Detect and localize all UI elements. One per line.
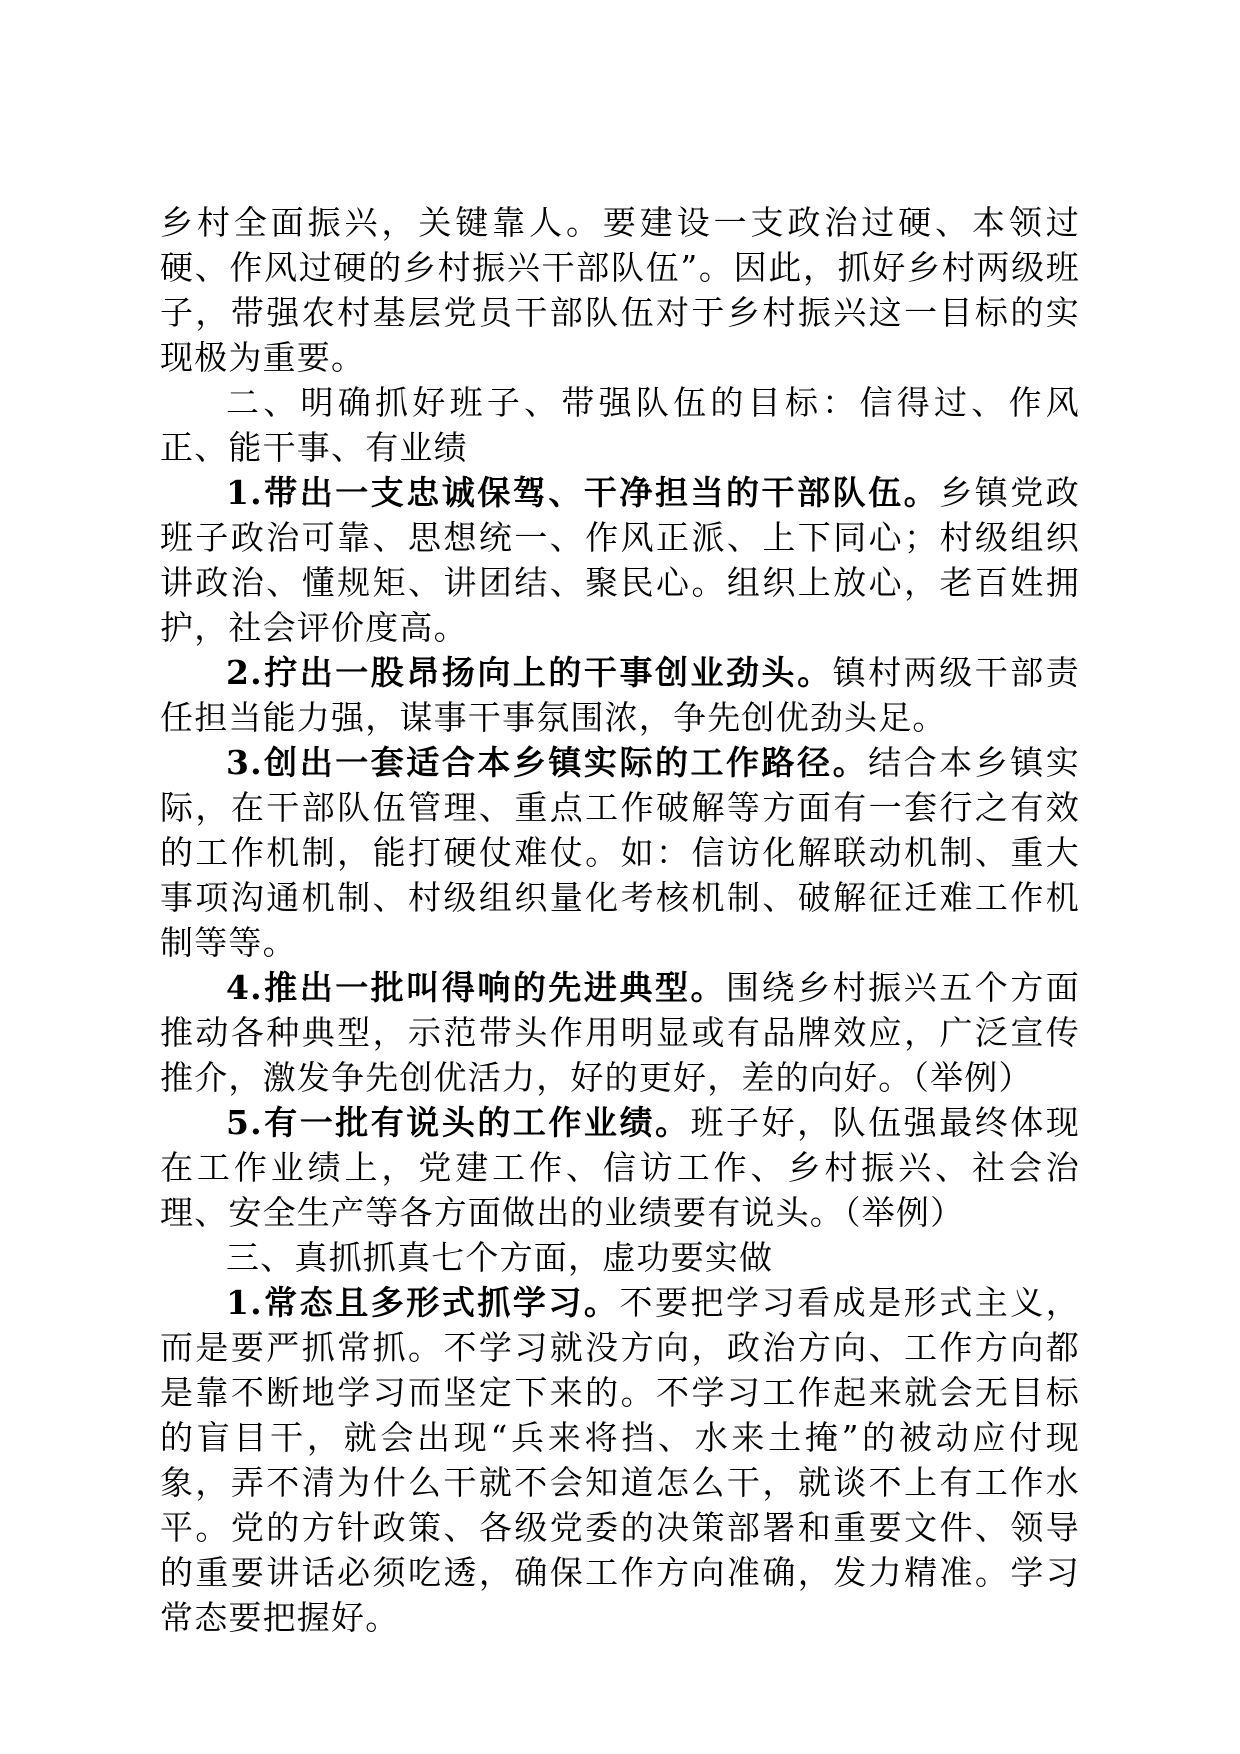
list-item (160, 470, 1080, 650)
document-page (160, 200, 1080, 1640)
list-item (160, 650, 1080, 740)
list-item (160, 1280, 1080, 1640)
item-lead: 1.常态且多形式抓学习。 (226, 1283, 620, 1322)
item-text: 围绕乡村振兴五个方面推动各种典型，示范带头作用明显或有品牌效应，广泛宣传推介，激发争先创优活力，好的更好，差的向好。（举例） (160, 968, 1080, 1097)
list-item (160, 1100, 1080, 1235)
paragraph-intro (160, 200, 1080, 380)
list-item (160, 965, 1080, 1100)
heading-text: 三、真抓抓真七个方面，虚功要实做 (226, 1238, 774, 1277)
item-text: 镇村两级干部责任担当能力强，谋事干事氛围浓，争先创优劲头足。 (160, 653, 1080, 737)
item-text: 班子好，队伍强最终体现在工作业绩上，党建工作、信访工作、乡村振兴、社会治理、安全生产等各方面做出的业绩要有说头。（举例） (160, 1103, 1080, 1232)
item-text: 乡镇党政班子政治可靠、思想统一、作风正派、上下同心；村级组织讲政治、懂规矩、讲团结、聚民心。组织上放心，老百姓拥护，社会评价度高。 (160, 473, 1080, 647)
list-item (160, 740, 1080, 965)
section-heading-3 (160, 1235, 1080, 1280)
item-text: 结合本乡镇实际，在干部队伍管理、重点工作破解等方面有一套行之有效的工作机制，能打硬仗难仗。如：信访化解联动机制、重大事项沟通机制、村级组织量化考核机制、破解征迁难工作机制等等。 (160, 743, 1080, 962)
item-text: 不要把学习看成是形式主义，而是要严抓常抓。不学习就没方向，政治方向、工作方向都是靠不断地学习而坚定下来的。不学习工作起来就会无目标的盲目干，就会出现“兵来将挡、水来土掩”的被动应付现象，弄不清为什么干就不会知道怎么干，就谈不上有工作水平。党的方针政策、各级党委的决策部署和重要文件、领导的重要讲话必须吃透，确保工作方向准确，发力精准。学习常态要把握好。 (160, 1283, 1080, 1637)
item-lead: 3.创出一套适合本乡镇实际的工作路径。 (226, 743, 869, 782)
heading-text: 二、明确抓好班子、带强队伍的目标：信得过、作风正、能干事、有业绩 (160, 383, 1080, 467)
paragraph-text: 乡村全面振兴，关键靠人。要建设一支政治过硬、本领过硬、作风过硬的乡村振兴干部队伍”。因此，抓好乡村两级班子，带强农村基层党员干部队伍对于乡村振兴这一目标的实现极为重要。 (160, 203, 1080, 377)
item-lead: 1.带出一支忠诚保驾、干净担当的干部队伍。 (226, 473, 940, 512)
item-lead: 2.拧出一股昂扬向上的干事创业劲头。 (226, 653, 833, 692)
section-heading-2 (160, 380, 1080, 470)
item-lead: 5.有一批有说头的工作业绩。 (226, 1103, 691, 1142)
item-lead: 4.推出一批叫得响的先进典型。 (226, 968, 727, 1007)
